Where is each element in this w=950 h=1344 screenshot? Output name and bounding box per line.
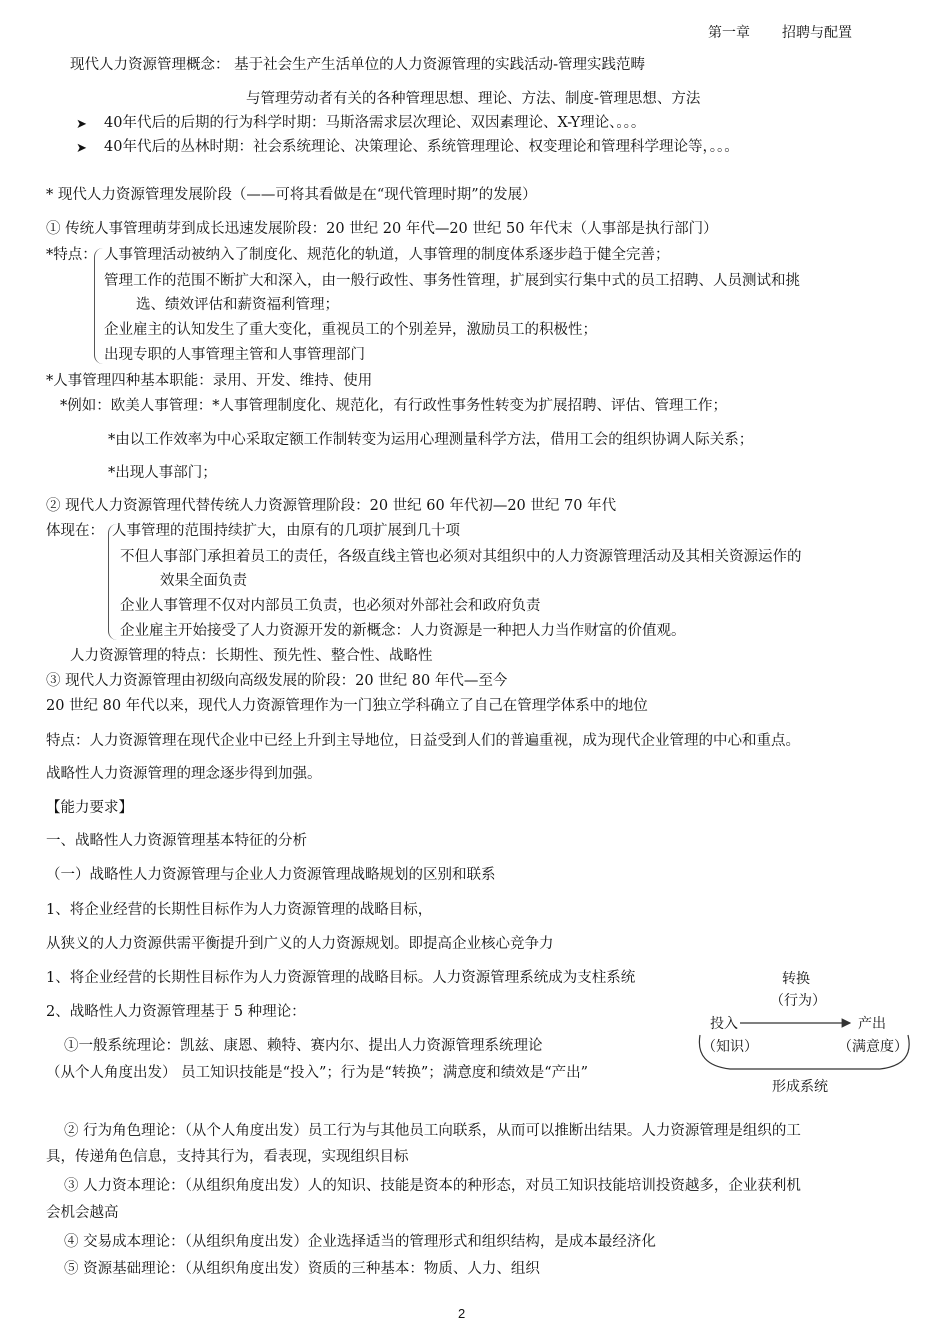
diagram-output-label: 产出 [858, 1016, 886, 1032]
stage-3-line-3: 战略性人力资源管理的理念逐步得到加强。 [46, 766, 322, 782]
bullet-jungle-period: 40年代后的丛林时期：社会系统理论、决策理论、系统管理理论、权变理论和管理科学理论等，。。。 [104, 139, 739, 155]
system-diagram [690, 965, 930, 1105]
chapter-title: 招聘与配置 [782, 25, 852, 41]
ability-subsection-1: （一）战略性人力资源管理与企业人力资源管理战略规划的区别和联系 [46, 867, 496, 883]
diagram-transform-label: 转换 [782, 971, 810, 987]
diagram-input-label: 投入 [710, 1016, 738, 1032]
stage-2-label: 体现在： [46, 523, 104, 539]
ability-point-1: 1、将企业经营的长期性目标作为人力资源管理的战略目标， [46, 902, 433, 918]
stage-1-feature-label: *特点： [46, 247, 97, 263]
chapter-label: 第一章 [708, 25, 750, 41]
theory-5: ⑤ 资源基础理论：（从组织角度出发）资质的三种基本：物质、人力、组织 [64, 1261, 540, 1277]
ability-section-1: 一、战略性人力资源管理基本特征的分析 [46, 833, 307, 849]
concept-line-1: 现代人力资源管理概念： 基于社会生产生活单位的人力资源管理的实践活动-管理实践范畴 [70, 57, 646, 73]
theory-3-cont: 会机会越高 [46, 1205, 119, 1221]
stage-2-item-3: 企业人事管理不仅对内部员工负责，也必须对外部社会和政府负责 [120, 598, 541, 614]
ability-heading: 【能力要求】 [46, 800, 133, 816]
stage-1-example-1: *例如：欧美人事管理：*人事管理制度化、规范化，有行政性事务性转变为扩展招聘、评估、管理工作； [60, 398, 727, 414]
concept-line-2: 与管理劳动者有关的各种管理思想、理论、方法、制度-管理思想、方法 [246, 91, 701, 107]
stage-3-line-2: 特点：人力资源管理在现代企业中已经上升到主导地位，日益受到人们的普遍重视，成为现代企业管理的中心和重点。 [46, 733, 800, 749]
stage-1-functions: *人事管理四种基本职能：录用、开发、维持、使用 [46, 373, 373, 389]
theory-1-cont: （从个人角度出发） 员工知识技能是“投入”；行为是“转换”；满意度和绩效是“产出” [46, 1065, 589, 1081]
bullet-behavioral-science: 40年代后的后期的行为科学时期：马斯洛需求层次理论、双因素理论、X-Y理论、。。。 [104, 115, 646, 131]
stage-1-title: ① 传统人事管理萌芽到成长迅速发展阶段：20 世纪 20 年代—20 世纪 50 年代末（人事部是执行部门） [46, 221, 718, 237]
stage-3-line-1: 20 世纪 80 年代以来，现代人力资源管理作为一门独立学科确立了自己在管理学体系中的地位 [46, 698, 648, 714]
stage-1-feature-4: 出现专职的人事管理主管和人事管理部门 [104, 347, 365, 363]
stage-3-title: ③ 现代人力资源管理由初级向高级发展的阶段：20 世纪 80 年代—至今 [46, 673, 508, 689]
stage-1-example-2: *由以工作效率为中心采取定额工作制转变为运用心理测量科学方法，借用工会的组织协调人际关系； [108, 432, 754, 448]
stage-2-item-2: 不但人事部门承担着员工的责任，各级直线主管也必须对其组织中的人力资源管理活动及其相关资源运作的 [120, 549, 802, 565]
stage-2-traits: 人力资源管理的特点：长期性、预先性、整合性、战略性 [70, 648, 433, 664]
diagram-transform-sub: （行为） [770, 993, 826, 1009]
theory-2-cont: 具，传递角色信息，支持其行为，看表现，实现组织目标 [46, 1149, 409, 1165]
ability-point-3: 1、将企业经营的长期性目标作为人力资源管理的战略目标。人力资源管理系统成为支柱系统 [46, 970, 636, 986]
stage-2-item-1: 人事管理的范围持续扩大，由原有的几项扩展到几十项 [112, 523, 460, 539]
stage-2-item-4: 企业雇主开始接受了人力资源开发的新概念：人力资源是一种把人力当作财富的价值观。 [120, 623, 686, 639]
stage-1-feature-2: 管理工作的范围不断扩大和深入，由一般行政性、事务性管理，扩展到实行集中式的员工招聘、人员测试和挑 [104, 273, 800, 289]
theory-1: ①一般系统理论：凯兹、康恩、赖特、赛内尔、提出人力资源管理系统理论 [64, 1038, 543, 1054]
diagram-input-sub: （知识） [702, 1039, 758, 1055]
ability-point-4: 2、战略性人力资源管理基于 5 种理论： [46, 1004, 306, 1020]
theory-4: ④ 交易成本理论：（从组织角度出发）企业选择适当的管理形式和组织结构，是成本最经济化 [64, 1234, 656, 1250]
arrow-bullet-icon: ➤ [76, 141, 87, 156]
stage-1-feature-1: 人事管理活动被纳入了制度化、规范化的轨道，人事管理的制度体系逐步趋于健全完善； [104, 247, 670, 263]
theory-3: ③ 人力资本理论：（从组织角度出发）人的知识、技能是资本的种形态，对员工知识技能培训投资越多，企业获利机 [64, 1178, 801, 1194]
stage-2-item-2-cont: 效果全面负责 [160, 573, 247, 589]
diagram-output-sub: （满意度） [838, 1039, 908, 1055]
ability-point-2: 从狭义的人力资源供需平衡提升到广义的人力资源规划。即提高企业核心竞争力 [46, 936, 554, 952]
stages-heading: * 现代人力资源管理发展阶段（——可将其看做是在“现代管理时期”的发展） [46, 187, 537, 203]
diagram-system-label: 形成系统 [772, 1079, 828, 1095]
theory-2: ② 行为角色理论：（从个人角度出发）员工行为与其他员工向联系，从而可以推断出结果。人力资源管理是组织的工 [64, 1123, 801, 1139]
stage-1-feature-2-cont: 选、绩效评估和薪资福利管理； [136, 297, 339, 313]
stage-1-example-3: *出现人事部门； [108, 465, 217, 481]
stage-1-brace [94, 248, 103, 364]
arrow-bullet-icon: ➤ [76, 117, 87, 132]
stage-1-feature-3: 企业雇主的认知发生了重大变化，重视员工的个别差异，激励员工的积极性； [104, 322, 597, 338]
stage-2-brace [108, 524, 117, 640]
page-number: 2 [458, 1306, 466, 1321]
stage-2-title: ② 现代人力资源管理代替传统人力资源管理阶段：20 世纪 60 年代初—20 世纪 70 年代 [46, 498, 617, 514]
